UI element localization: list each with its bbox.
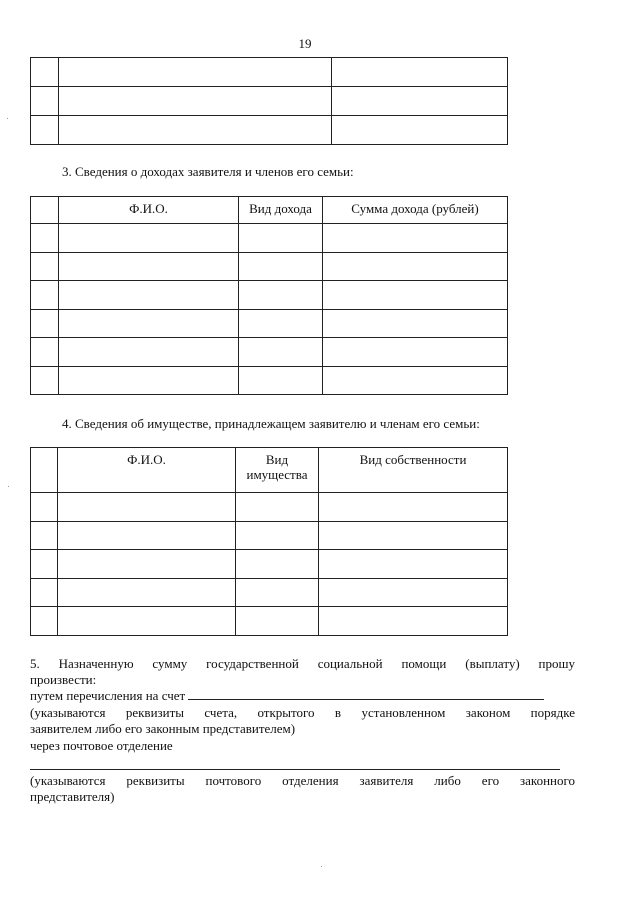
payment-request-line1: 5. Назначенную сумму государственной социальной помощи (выплату) прошу <box>30 656 575 671</box>
property-table-cell[interactable] <box>58 607 236 636</box>
post-hint-line1: (указываются реквизиты почтового отделения заявителя либо его законного <box>30 773 575 788</box>
income-col-amount: Сумма дохода (рублей) <box>323 197 508 224</box>
property-table-cell[interactable] <box>319 493 508 522</box>
continuation-table-cell[interactable] <box>59 87 332 116</box>
property-table-cell[interactable] <box>58 578 236 607</box>
property-table-cell[interactable] <box>319 607 508 636</box>
property-table-cell[interactable] <box>31 607 58 636</box>
continuation-table-cell[interactable] <box>31 58 59 87</box>
income-table-cell[interactable] <box>239 224 323 253</box>
property-table-cell[interactable] <box>236 578 319 607</box>
income-table-cell[interactable] <box>239 309 323 338</box>
property-table-cell[interactable] <box>319 550 508 579</box>
property-table-cell[interactable] <box>236 607 319 636</box>
continuation-table-cell[interactable] <box>31 87 59 116</box>
continuation-table-row <box>31 116 508 145</box>
income-table-cell[interactable] <box>31 281 59 310</box>
account-hint-line2: заявителем либо его законным представителем) <box>30 721 296 736</box>
property-table-cell[interactable] <box>58 550 236 579</box>
property-table <box>30 447 508 636</box>
income-table-cell[interactable] <box>59 224 239 253</box>
income-table-row <box>31 281 508 310</box>
scan-speck <box>321 866 322 867</box>
property-table-header <box>31 448 508 493</box>
income-table-cell[interactable] <box>31 224 59 253</box>
continuation-table-cell[interactable] <box>332 87 508 116</box>
post-office-fill-line[interactable] <box>30 769 560 770</box>
income-col-index <box>31 197 59 224</box>
scan-speck <box>8 486 9 487</box>
payment-request-line2: произвести: <box>30 672 97 687</box>
income-table-row <box>31 338 508 367</box>
property-table-cell[interactable] <box>236 521 319 550</box>
income-table-cell[interactable] <box>239 338 323 367</box>
property-col-index <box>31 448 58 493</box>
income-col-name: Ф.И.О. <box>59 197 239 224</box>
income-table-cell[interactable] <box>323 252 508 281</box>
continuation-table-cell[interactable] <box>31 116 59 145</box>
property-table-row <box>31 521 508 550</box>
continuation-table-cell[interactable] <box>332 116 508 145</box>
income-table-cell[interactable] <box>31 252 59 281</box>
continuation-table-row <box>31 87 508 116</box>
continuation-table-row <box>31 58 508 87</box>
continuation-table-cell[interactable] <box>332 58 508 87</box>
income-table-cell[interactable] <box>323 224 508 253</box>
income-table-cell[interactable] <box>59 281 239 310</box>
income-table-row <box>31 224 508 253</box>
property-table-cell[interactable] <box>31 521 58 550</box>
continuation-table-cell[interactable] <box>59 58 332 87</box>
post-hint-line2: представителя) <box>30 789 115 804</box>
income-table-cell[interactable] <box>59 309 239 338</box>
scan-speck <box>7 118 8 119</box>
income-table-cell[interactable] <box>59 252 239 281</box>
property-table-row <box>31 550 508 579</box>
property-table-cell[interactable] <box>236 550 319 579</box>
income-table-cell[interactable] <box>323 338 508 367</box>
income-table-row <box>31 309 508 338</box>
account-hint-line1: (указываются реквизиты счета, открытого в установленном законом порядке <box>30 705 575 720</box>
property-col-ownership: Вид собственности <box>319 448 508 493</box>
income-table-cell[interactable] <box>323 281 508 310</box>
income-table-cell[interactable] <box>59 366 239 395</box>
property-table-cell[interactable] <box>319 578 508 607</box>
property-table-row <box>31 493 508 522</box>
property-table-cell[interactable] <box>58 521 236 550</box>
account-row <box>30 688 575 704</box>
property-table-cell[interactable] <box>31 550 58 579</box>
income-table-cell[interactable] <box>239 252 323 281</box>
property-table-cell[interactable] <box>58 493 236 522</box>
income-table-cell[interactable] <box>239 366 323 395</box>
income-table-cell[interactable] <box>31 366 59 395</box>
property-col-name: Ф.И.О. <box>58 448 236 493</box>
property-table-cell[interactable] <box>31 578 58 607</box>
income-table <box>30 196 508 395</box>
property-section-heading: 4. Сведения об имуществе, принадлежащем заявителю и членам его семьи: <box>62 416 480 431</box>
account-fill-line[interactable] <box>188 688 544 700</box>
income-table-row <box>31 366 508 395</box>
account-label: путем перечисления на счет <box>30 688 186 703</box>
income-col-type: Вид дохода <box>239 197 323 224</box>
property-col-type: Вид имущества <box>236 448 319 493</box>
income-section-heading: 3. Сведения о доходах заявителя и членов его семьи: <box>62 164 354 179</box>
property-table-row <box>31 607 508 636</box>
income-table-cell[interactable] <box>239 281 323 310</box>
income-table-cell[interactable] <box>323 366 508 395</box>
property-table-cell[interactable] <box>236 493 319 522</box>
income-table-cell[interactable] <box>323 309 508 338</box>
income-table-header <box>31 197 508 224</box>
continuation-table <box>30 57 508 145</box>
property-table-cell[interactable] <box>31 493 58 522</box>
income-table-cell[interactable] <box>31 338 59 367</box>
page-number: 19 <box>298 36 312 51</box>
continuation-table-cell[interactable] <box>59 116 332 145</box>
income-table-row <box>31 252 508 281</box>
income-table-cell[interactable] <box>59 338 239 367</box>
post-office-label: через почтовое отделение <box>30 738 173 753</box>
property-table-row <box>31 578 508 607</box>
income-table-cell[interactable] <box>31 309 59 338</box>
property-table-cell[interactable] <box>319 521 508 550</box>
